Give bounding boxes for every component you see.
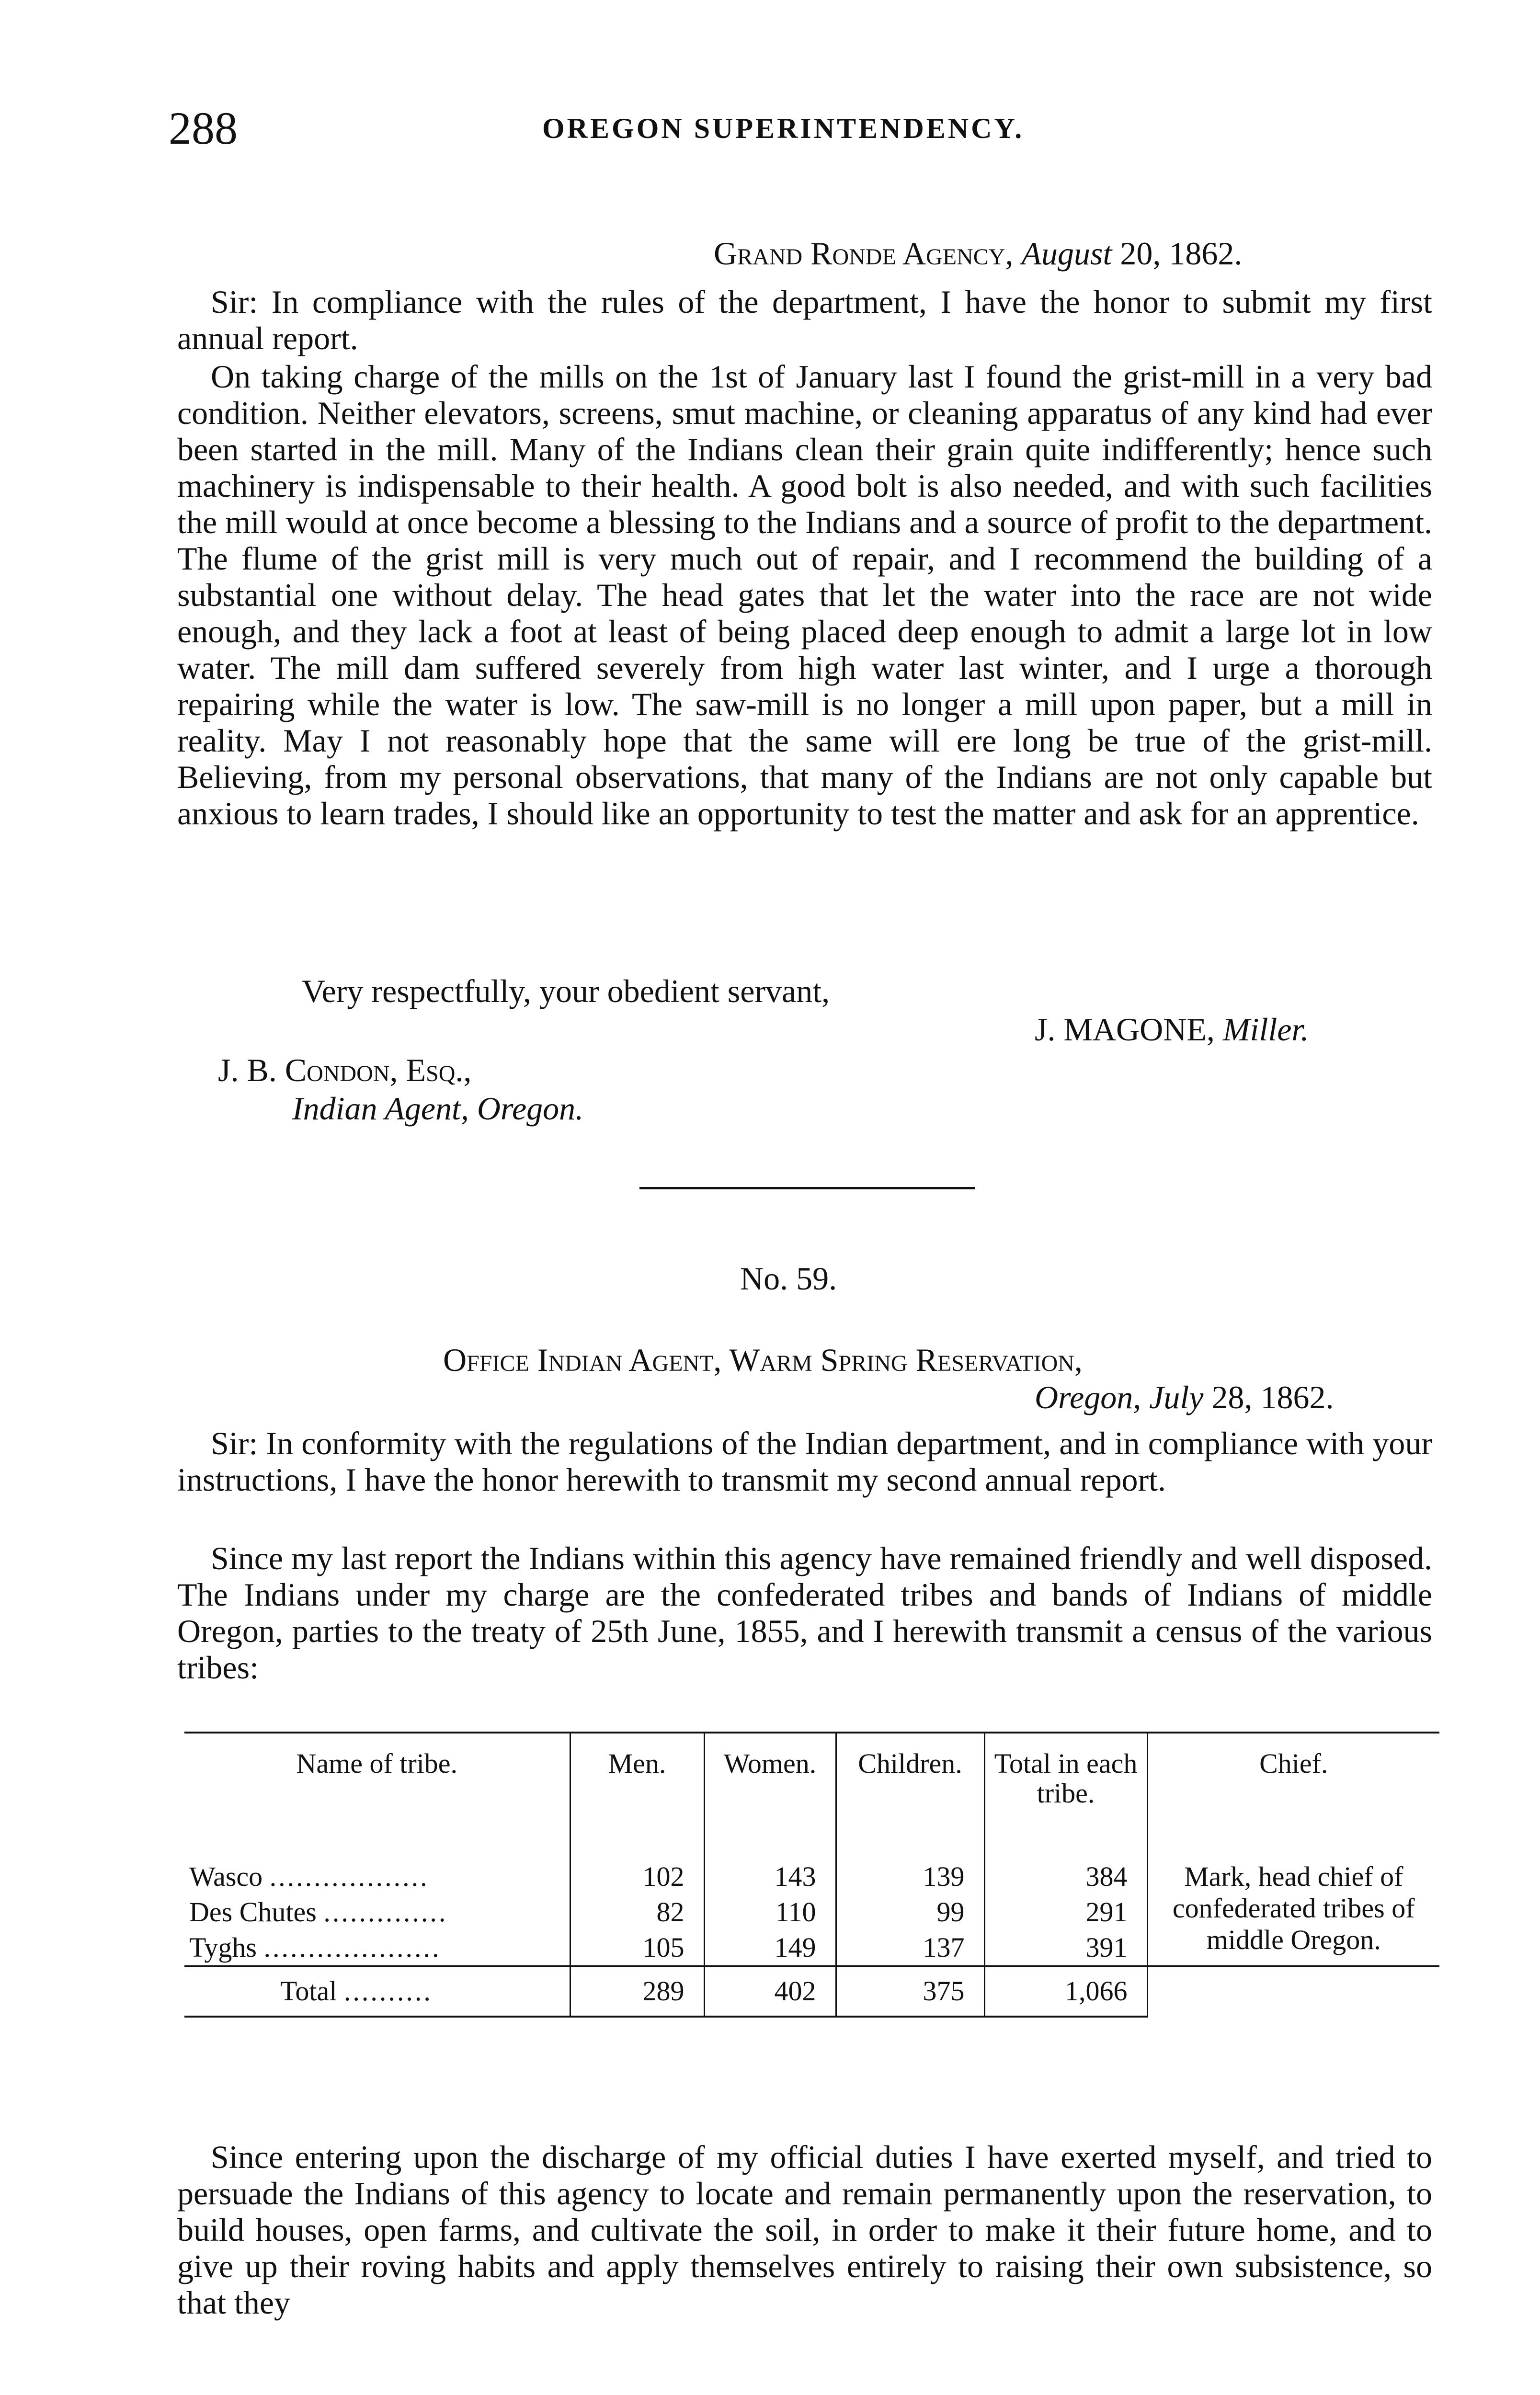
table-row: Tyghs .................... 105 149 137 391 — [184, 1930, 1439, 1966]
letter1-paragraph-2: On taking charge of the mills on the 1st of January last I found the grist-mill in a very bad condition. Neither elevators, screens, smut machine, or cleaning apparatus of any kind had ever been started in the mill. Many of the Indians clean their grain quite indifferently; hence such machinery is indispensable to their health. A good bolt is also needed, and with such facilities the mill would at once become a blessing to the Indians and a source of profit to the department. The flume of the grist mill is very much out of repair, and I recommend the building of a substantial one without delay. The head gates that let the water into the race are not wide enough, and they lack a foot at least of being placed deep enough to admit a large lot in low water. The mill dam suffered severely from high water last winter, and I urge a thorough repairing while the water is low. The saw-mill is no longer a mill upon paper, but a mill in reality. May I not reasonably hope that the same will ere long be true of the grist-mill. Believing, from my personal observations, that many of the Indians are not only capable but anxious to learn trades, I should like an opportunity to test the matter and ask for an apprentice. — [177, 358, 1432, 832]
table-row: Des Chutes .............. 82 110 99 291 — [184, 1894, 1439, 1930]
running-head: OREGON SUPERINTENDENCY. — [542, 113, 1025, 144]
letter2-dateline-line1: Office Indian Agent, Warm Spring Reservation, — [443, 1342, 1083, 1378]
header-name-of-tribe: Name of tribe. — [184, 1733, 570, 1859]
header-chief: Chief. — [1147, 1733, 1439, 1859]
letter1-closing: Very respectfully, your obedient servant, — [302, 973, 830, 1009]
chief-cell: Mark, head chief of confederated tribes of middle Oregon. — [1147, 1859, 1439, 1966]
tribe-name-cell: Tyghs .................... — [189, 1932, 441, 1963]
letter2-paragraph-1: Sir: In conformity with the regulations of the Indian department, and in compliance with your instructions, I have the honor herewith to transmit my second annual report. — [177, 1425, 1432, 1498]
letter2-paragraph-2: Since my last report the Indians within this agency have remained friendly and well disposed. The Indians under my charge are the confederated tribes and bands of Indians of middle Oregon, parties to the treaty of 25th June, 1855, and I herewith transmit a census of the various tribes: — [177, 1540, 1432, 1686]
header-women: Women. — [704, 1733, 836, 1859]
page-number: 288 — [169, 103, 238, 154]
letter1-paragraph-1: Sir: In compliance with the rules of the department, I have the honor to submit my first annual report. — [177, 284, 1432, 356]
section-divider — [639, 1187, 975, 1189]
table-row: Wasco .................. 102 143 139 384 Mark, head chief of confederated tribes of middle Oregon. — [184, 1859, 1439, 1894]
letter1-addressee-title: Indian Agent, Oregon. — [292, 1090, 584, 1127]
census-table — [184, 1732, 1439, 2018]
table-header-row — [184, 1733, 1439, 1859]
header-men: Men. — [570, 1733, 704, 1859]
header-total: Total in each tribe. — [984, 1733, 1147, 1859]
document-number: No. 59. — [740, 1260, 837, 1297]
tribe-name-cell: Wasco .................. — [189, 1861, 429, 1892]
header-children: Children. — [836, 1733, 984, 1859]
letter1-addressee-name: J. B. Condon, Esq., — [218, 1052, 472, 1088]
page-header — [169, 102, 1424, 154]
table-total-row: Total .......... 289 402 375 1,066 — [184, 1966, 1439, 2017]
total-label-cell: Total .......... — [184, 1966, 570, 2017]
tribe-name-cell: Des Chutes .............. — [189, 1896, 448, 1927]
letter1-dateline: Grand Ronde Agency, August 20, 1862. — [714, 235, 1243, 272]
letter2-paragraph-3: Since entering upon the discharge of my official duties I have exerted myself, and tried to persuade the Indians of this agency to locate and remain permanently upon the reservation, to build houses, open farms, and cultivate the soil, in order to make it their future home, and to give up their roving habits and apply themselves entirely to raising their own subsistence, so that they — [177, 2139, 1432, 2321]
letter2-dateline-line2: Oregon, July 28, 1862. — [1035, 1379, 1334, 1415]
letter1-signature: J. MAGONE, Miller. — [1035, 1011, 1309, 1048]
